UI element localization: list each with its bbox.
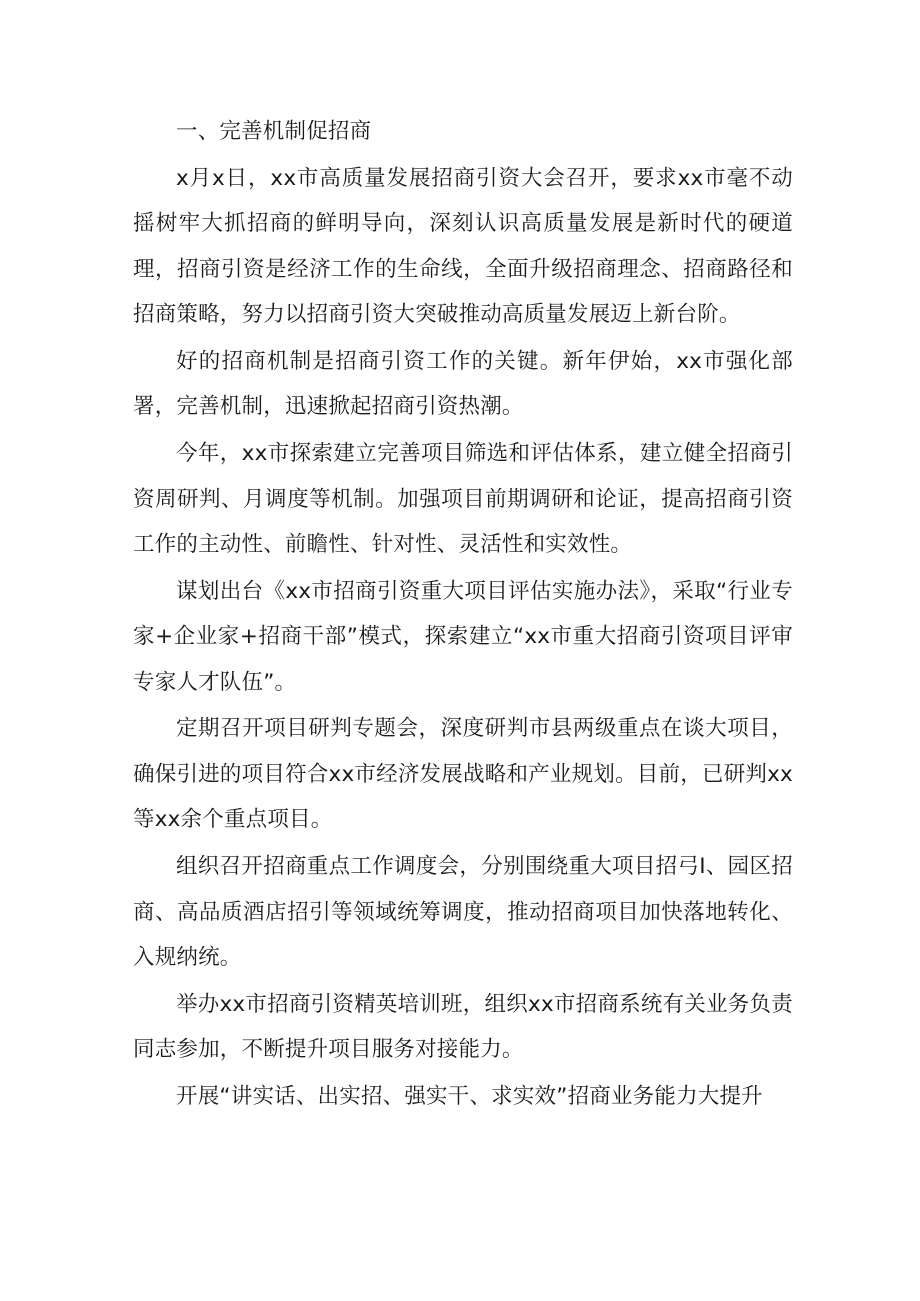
paragraph-measures: 谋划出台《xx市招商引资重大项目评估实施办法》，采取“行业专家+企业家+招商干部”模式，探索建立“xx市重大招商引资项目评审专家人才队伍”。 <box>133 578 793 695</box>
paragraph-campaign: 开展“讲实话、出实招、强实干、求实效”招商业务能力大提升 <box>176 1084 763 1109</box>
section-heading: 一、完善机制促招商 <box>176 119 372 144</box>
paragraph-scheduling-meeting: 组织召开招商重点工作调度会，分别围绕重大项目招弓I、园区招商、高品质酒店招引等领域统筹调度，推动招商项目加快落地转化、入规纳统。 <box>133 854 793 971</box>
paragraph-evaluation-system: 今年，xx市探索建立完善项目筛选和评估体系，建立健全招商引资周研判、月调度等机制。加强项目前期调研和论证，提高招商引资工作的主动性、前瞻性、针对性、灵活性和实效性。 <box>133 441 793 558</box>
paragraph-project-review: 定期召开项目研判专题会，深度研判市县两级重点在谈大项目，确保引进的项目符合xx市经济发展战略和产业规划。目前，已研判xx等xx余个重点项目。 <box>133 716 793 833</box>
paragraph-mechanism: 好的招商机制是招商引资工作的关键。新年伊始，xx市强化部署，完善机制，迅速掀起招商引资热潮。 <box>133 348 793 420</box>
document-body <box>133 109 793 1121</box>
paragraph-training: 举办xx市招商引资精英培训班，组织xx市招商系统有关业务负责同志参加，不断提升项目服务对接能力。 <box>133 991 793 1063</box>
paragraph-conference: x月x日，xx市高质量发展招商引资大会召开，要求xx市毫不动摇树牢大抓招商的鲜明导向，深刻认识高质量发展是新时代的硬道理，招商引资是经济工作的生命线，全面升级招商理念、招商路径和招商策略，努力以招商引资大突破推动高质量发展迈上新台阶。 <box>133 165 793 328</box>
